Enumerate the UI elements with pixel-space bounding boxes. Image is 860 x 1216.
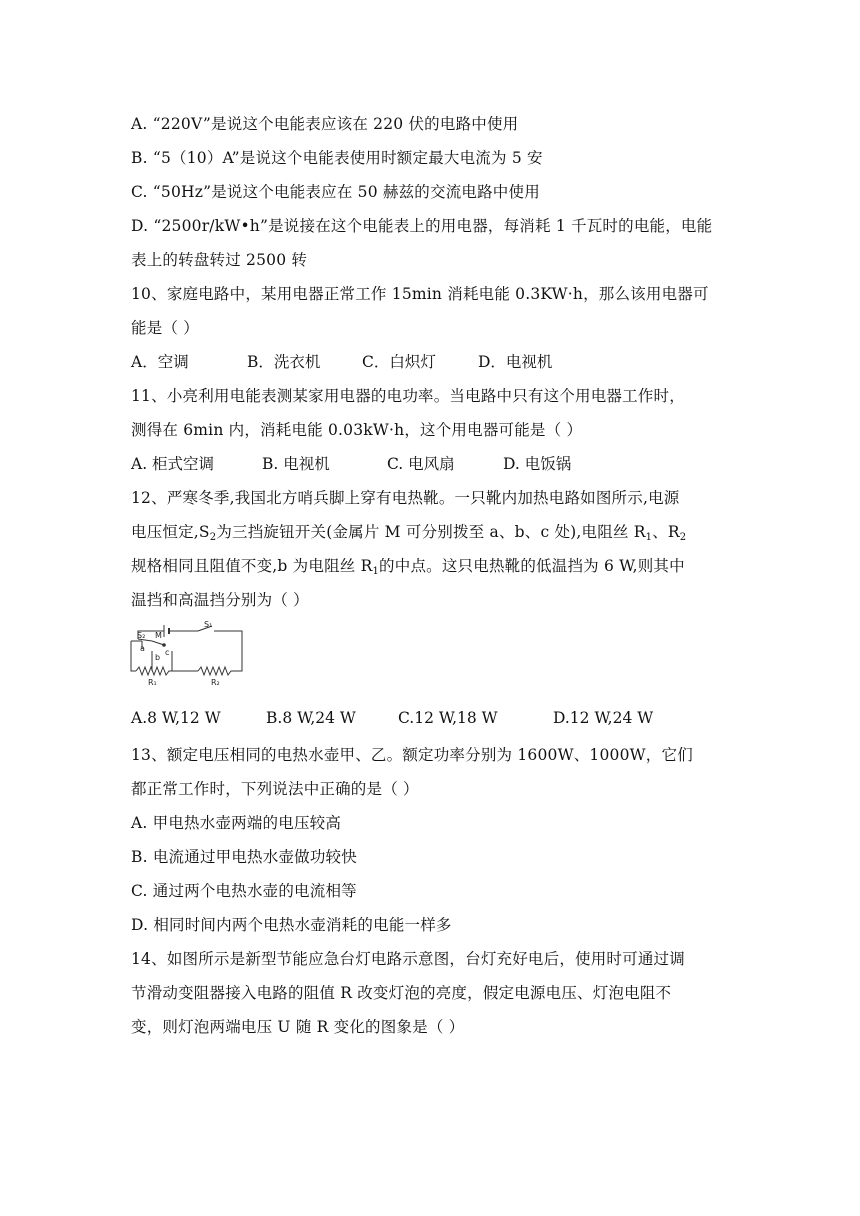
q9-option-d-line2: 表上的转盘转过 2500 转 [131, 251, 308, 269]
label-s1: S₁ [204, 620, 213, 629]
heating-circuit-diagram [128, 617, 246, 687]
q10-option-d: D．电视机 [478, 353, 553, 371]
q13-option-d: D. 相同时间内两个电热水壶消耗的电能一样多 [131, 916, 452, 934]
q10-text-line2: 能是（ ） [131, 319, 199, 337]
q12-option-b: B.8 W,24 W [266, 709, 356, 727]
q10-text-line1: 10、家庭电路中，某用电器正常工作 15min 消耗电能 0.3KW·h，那么该用电器可 [131, 285, 709, 303]
q11-option-c: C. 电风扇 [387, 455, 455, 473]
q13-option-b: B. 电流通过甲电热水壶做功较快 [131, 848, 357, 866]
label-m: M [155, 631, 162, 640]
q9-option-b: B. “5（10）A”是说这个电能表使用时额定最大电流为 5 安 [131, 149, 543, 167]
q12-option-c: C.12 W,18 W [398, 709, 498, 727]
q9-option-a: A. “220V”是说这个电能表应该在 220 伏的电路中使用 [131, 115, 519, 133]
q10-option-b: B．洗衣机 [247, 353, 321, 371]
q12-text-line3: 规格相同且阻值不变,b 为电阻丝 $R_1$的中点。这只电热靴的低温挡为 6 W,则其中 [131, 557, 685, 577]
q11-text-line1: 11、小亮利用电能表测某家用电器的电功率。当电路中只有这个用电器工作时， [131, 387, 685, 405]
label-a: a [140, 644, 145, 653]
q13-text-line2: 都正常工作时，下列说法中正确的是（ ） [131, 780, 419, 798]
q11-option-d: D. 电饭锅 [503, 455, 572, 473]
label-r2: R₂ [211, 678, 220, 687]
q11-option-a: A. 柜式空调 [131, 455, 215, 473]
label-s2: S₂ [137, 631, 146, 640]
label-c: c [165, 648, 170, 657]
q13-text-line1: 13、额定电压相同的电热水壶甲、乙。额定功率分别为 1600W、1000W，它们 [131, 746, 693, 764]
q12-text-line4: 温挡和高温挡分别为（ ） [131, 591, 309, 609]
q11-option-b: B. 电视机 [262, 455, 330, 473]
q9-option-d-line1: D. “2500r/kW•h”是说接在这个电能表上的用电器，每消耗 1 千瓦时的电能，电能 [131, 217, 713, 235]
q14-text-line2: 节滑动变阻器接入电路的阻值 R 改变灯泡的亮度，假定电源电压、灯泡电阻不 [131, 984, 672, 1002]
q14-text-line1: 14、如图所示是新型节能应急台灯电路示意图，台灯充好电后，使用时可通过调 [131, 950, 685, 968]
q11-text-line2: 测得在 6min 内，消耗电能 0.03kW·h，这个用电器可能是（ ） [131, 421, 583, 439]
q9-option-c: C. “50Hz”是说这个电能表应在 50 赫兹的交流电路中使用 [131, 183, 540, 201]
q13-option-c: C. 通过两个电热水壶的电流相等 [131, 882, 357, 900]
q12-text-line1: 12、严寒冬季,我国北方哨兵脚上穿有电热靴。一只靴内加热电路如图所示,电源 [131, 489, 680, 507]
q12-option-a: A.8 W,12 W [131, 709, 221, 727]
q12-option-d: D.12 W,24 W [553, 709, 654, 727]
q13-option-a: A. 甲电热水壶两端的电压较高 [131, 814, 342, 832]
q12-text-line2: 电压恒定$,S_2$为三挡旋钮开关(金属片 M 可分别拨至 a、b、c 处),电阻丝 $R_1$、$R_2$ [131, 523, 687, 543]
label-b: b [155, 653, 161, 662]
q10-option-a: A．空调 [131, 353, 189, 371]
q14-text-line3: 变，则灯泡两端电压 U 随 R 变化的图象是（ ） [131, 1018, 465, 1036]
label-r1: R₁ [148, 678, 157, 687]
q10-option-c: C．白炽灯 [362, 353, 436, 371]
